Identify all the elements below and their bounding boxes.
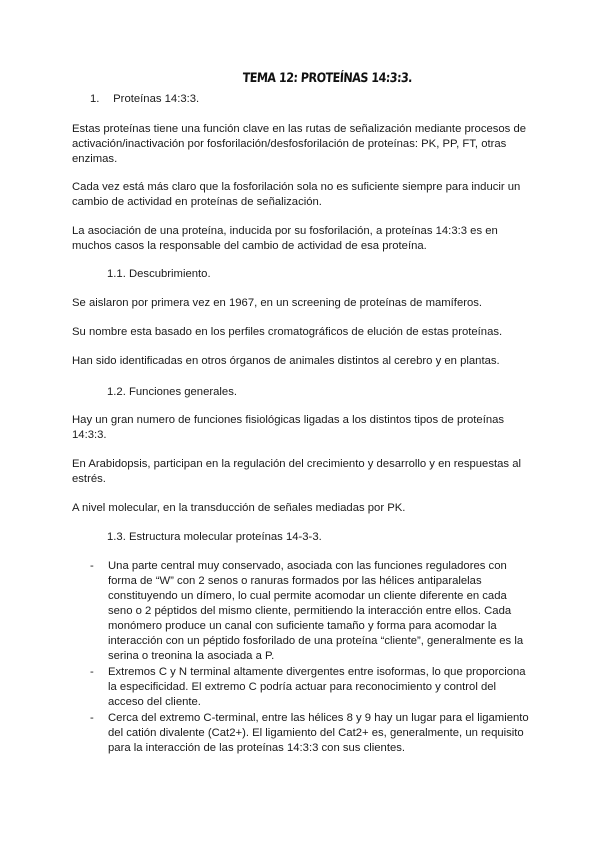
list-item	[90, 665, 530, 710]
paragraph-7: Hay un gran numero de funciones fisiológicas ligadas a los distintos tipos de proteínas 14:3:3.	[72, 414, 505, 441]
bullet-dash: -	[90, 560, 94, 572]
bullet-text: Una parte central muy conservado, asociada con las funciones reguladores con forma de “W” con 2 senos o ranuras formados por las hélices antiparalelas constituyendo un dímero, lo cual permite acomodar un cliente diferente en cada seno o 2 péptidos del mismo cliente, permitiendo la interacción entre ellos. Cada monómero produce un canal con suficiente tamaño y forma para acomodar la interacción con un péptido fosforilado de una proteína “cliente”, generalmente es la serina o treonina la asociada a P.	[108, 560, 524, 662]
subsection-1-3-heading: 1.3. Estructura molecular proteínas 14-3-3.	[107, 531, 322, 543]
paragraph-1: Estas proteínas tiene una función clave en las rutas de señalización mediante procesos de activación/inactivación por fosforilación/desfosforilación de proteínas: PK, PP, FT, otras enzimas.	[72, 123, 527, 165]
paragraph-3: La asociación de una proteína, inducida por su fosforilación, a proteínas 14:3:3 es en muchos casos la responsable del cambio de actividad de esa proteína.	[72, 225, 498, 252]
bullet-text: Cerca del extremo C-terminal, entre las hélices 8 y 9 hay un lugar para el ligamiento del catión divalente (Cat2+). El ligamiento del Cat2+ es, generalmente, un requisito para la interacción de las proteínas 14:3:3 con sus clientes.	[108, 712, 529, 754]
section-1-heading	[90, 92, 199, 107]
subsection-1-2-heading: 1.2. Funciones generales.	[107, 386, 237, 398]
bullet-dash: -	[90, 712, 94, 724]
page-title: TEMA 12: PROTEÍNAS 14:3:3.	[242, 71, 413, 86]
bullet-dash: -	[90, 666, 94, 678]
paragraph-4: Se aislaron por primera vez en 1967, en un screening de proteínas de mamíferos.	[72, 297, 483, 309]
section-1-label: Proteínas 14:3:3.	[113, 93, 200, 105]
paragraph-6: Han sido identificadas en otros órganos de animales distintos al cerebro y en plantas.	[72, 355, 500, 367]
paragraph-8: En Arabidopsis, participan en la regulación del crecimiento y desarrollo y en respuestas al estrés.	[72, 458, 521, 485]
structure-bullet-list	[90, 559, 530, 757]
list-item	[90, 711, 530, 756]
subsection-1-1-heading: 1.1. Descubrimiento.	[107, 268, 211, 280]
paragraph-2: Cada vez está más claro que la fosforilación sola no es suficiente siempre para inducir un cambio de actividad en proteínas de señalización.	[72, 181, 521, 208]
paragraph-5: Su nombre esta basado en los perfiles cromatográficos de elución de estas proteínas.	[72, 326, 503, 338]
bullet-text: Extremos C y N terminal altamente divergentes entre isoformas, lo que proporciona la especificidad. El extremo C podría actuar para reconocimiento y control del acceso del cliente.	[108, 666, 526, 708]
paragraph-9: A nivel molecular, en la transducción de señales mediadas por PK.	[72, 502, 406, 514]
section-1-number: 1.	[90, 93, 100, 105]
list-item	[90, 559, 530, 664]
